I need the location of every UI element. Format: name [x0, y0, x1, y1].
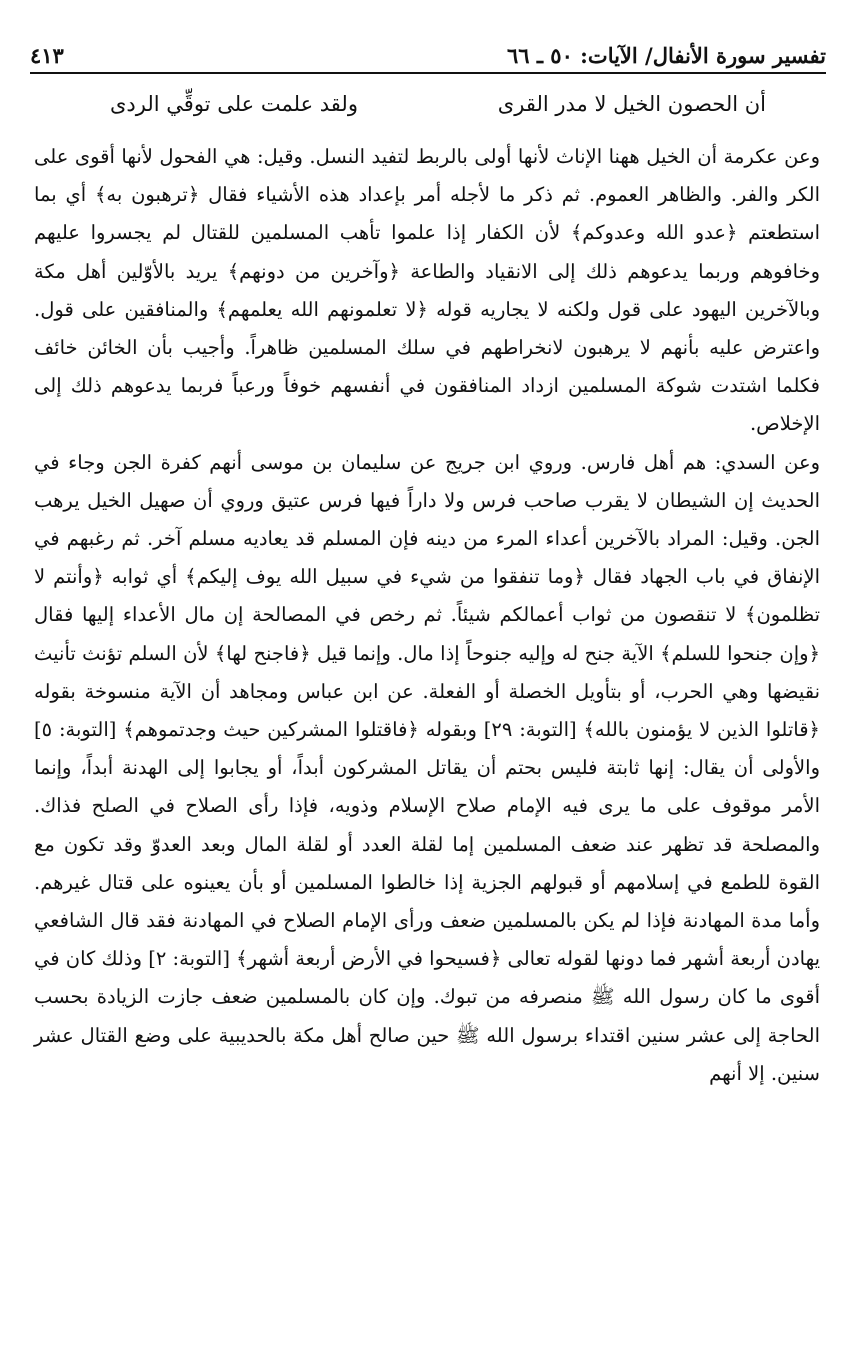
paragraph: وعن عكرمة أن الخيل ههنا الإناث لأنها أولى بالربط لتفيد النسل. وقيل: هي الفحول لأنها أقوى على الكر والفر. والظاهر العموم. ثم ذكر ما لأجله أمر بإعداد هذه الأشياء فقال ﴿ترهبون به﴾ أي بما استطعتم ﴿عدو الله وعدوكم﴾ لأن الكفار إذا علموا تأهب المسلمين للقتال لم يجسروا عليهم وخافوهم وربما يدعوهم ذلك إلى الانقياد والطاعة ﴿وآخرين من دونهم﴾ يريد بالأوّلين أهل مكة وبالآخرين اليهود على قول ولكنه لا يجاريه قوله ﴿لا تعلمونهم الله يعلمهم﴾ والمنافقين على قول. واعترض عليه بأنهم لا يرهبون لانخراطهم في سلك المسلمين ظاهراً. وأجيب بأن الخائن خائف فكلما اشتدت شوكة المسلمين ازداد المنافقون في أنفسهم خوفاً ورعباً فربما يدعوهم ذلك إلى الإخلاص.	[34, 145, 820, 436]
verse-first-hemistich: ولقد علمت على توقِّي الردى	[110, 92, 358, 116]
verse-second-hemistich: أن الحصون الخيل لا مدر القرى	[497, 92, 766, 116]
body-text	[34, 138, 820, 1093]
page-number: ٤١٣	[30, 43, 64, 68]
paragraph: وعن السدي: هم أهل فارس. وروي ابن جريج عن سليمان بن موسى أنهم كفرة الجن وجاء في الحديث إن الشيطان لا يقرب صاحب فرس ولا داراً فيها فرس عتيق وروي أن صهيل الخيل يرهب الجن. وقيل: المراد بالآخرين أعداء المرء من دينه فإن المسلم قد يعاديه مسلم آخر. ثم رغبهم في الإنفاق في باب الجهاد فقال ﴿وما تنفقوا من شيء في سبيل الله يوف إليكم﴾ أي ثوابه ﴿وأنتم لا تظلمون﴾ لا تنقصون من ثواب أعمالكم شيئاً. ثم رخص في المصالحة إن مال الأعداء إليها فقال ﴿وإن جنحوا للسلم﴾ الآية جنح له وإليه جنوحاً إذا مال. وإنما قيل ﴿فاجنح لها﴾ لأن السلم تؤنث تأنيث نقيضها وهي الحرب، أو بتأويل الخصلة أو الفعلة. عن ابن عباس ومجاهد أن الآية منسوخة بقوله ﴿قاتلوا الذين لا يؤمنون بالله﴾ [التوبة: ٢٩] وبقوله ﴿فاقتلوا المشركين حيث وجدتموهم﴾ [التوبة: ٥] والأولى أن يقال: إنها ثابتة فليس بحتم أن يقاتل المشركون أبداً، أو يجابوا إلى الهدنة أبداً، وإنما الأمر موقوف على ما يرى فيه الإمام صلاح الإسلام وذويه، فإذا رأى الصلاح في الصلح فذاك. والمصلحة قد تظهر عند ضعف المسلمين إما لقلة العدد أو لقلة المال وبعد العدوّ وقد تكون مع القوة للطمع في إسلامهم أو قبولهم الجزية إذا خالطوا المسلمين أو بأن يعينوه على قتال غيرهم. وأما مدة المهادنة فإذا لم يكن بالمسلمين ضعف ورأى الإمام الصلاح في المهادنة فقد قال الشافعي يهادن أربعة أشهر فما دونها لقوله تعالى ﴿فسيحوا في الأرض أربعة أشهر﴾ [التوبة: ٢] وذلك كان في أقوى ما كان رسول الله ﷺ منصرفه من تبوك. وإن كان بالمسلمين ضعف جازت الزيادة بحسب الحاجة إلى عشر سنين اقتداء برسول الله ﷺ حين صالح أهل مكة بالحديبية على وضع القتال عشر سنين. إلا أنهم	[34, 450, 820, 1085]
poetry-verse	[110, 84, 766, 124]
running-title: تفسير سورة الأنفال/ الآيات: ٥٠ ـ ٦٦	[506, 43, 826, 68]
page-header	[30, 30, 826, 74]
